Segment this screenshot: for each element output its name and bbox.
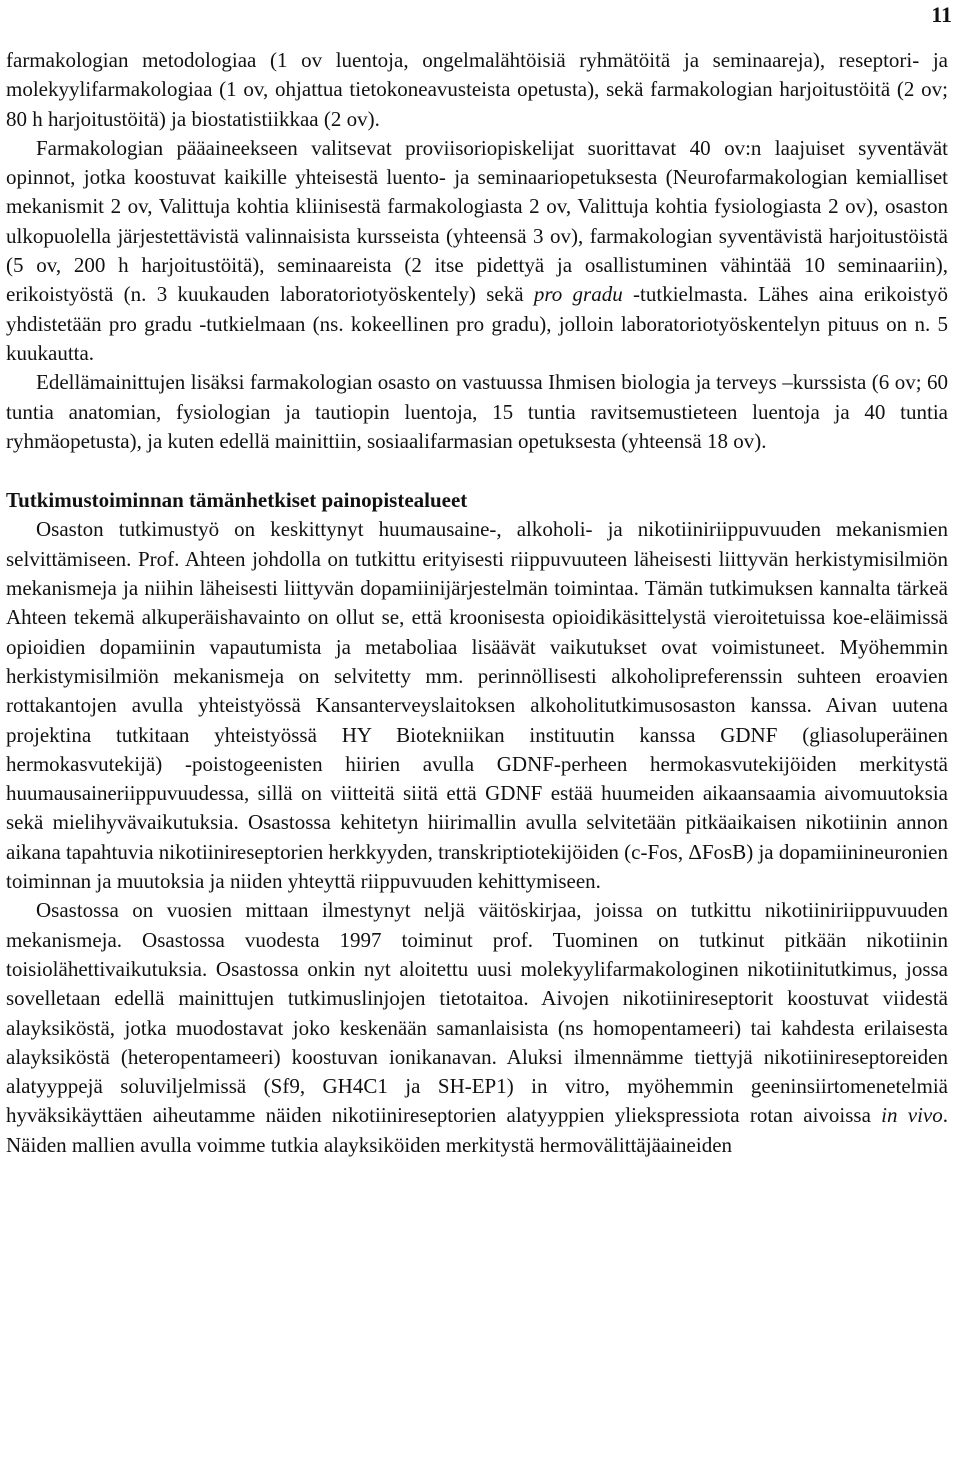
paragraph-course-list: farmakologian metodologiaa (1 ov luentoja, ongelmalähtöisiä ryhmätöitä ja seminaareja), reseptori- ja molekyylifarmakologiaa (1 ov, ohjattua tietokoneavusteista opetusta), sekä farmakologian harjoitustöitä (2 ov; 80 h harjoitustöitä) ja biostatistiikkaa (2 ov).	[6, 48, 948, 131]
paragraph-nicotine-research	[6, 896, 948, 1160]
section-heading: Tutkimustoiminnan tämänhetkiset painopistealueet	[6, 488, 468, 513]
document-body	[6, 46, 948, 1160]
paragraph-other-courses: Edellämainittujen lisäksi farmakologian osasto on vastuussa Ihmisen biologia ja terveys –kurssista (6 ov; 60 tuntia anatomian, fysiologian ja tautiopin luentoja, 15 tuntia ravitsemustieteen luentoja ja 40 tuntia ryhmäopetusta), ja kuten edellä mainittiin, sosiaalifarmasian opetuksesta (yhteensä 18 ov).	[6, 370, 948, 453]
paragraph-nicotine-research-text-a: Osastossa on vuosien mittaan ilmestynyt neljä väitöskirjaa, joissa on tutkittu nikotiiniriippuvuuden mekanismeja. Osastossa vuodesta 1997 toiminut prof. Tuominen on tutkinut pitkään nikotiinin toisiolähettivaikutuksia. Osastossa onkin nyt aloitettu uusi molekyylifarmakologinen nikotiinitutkimus, jossa sovelletaan edellä mainittujen tutkimuslinjojen tietotaitoa. Aivojen nikotiinireseptorit koostuvat viidestä alayksiköstä, jotka muodostavat joko keskenään samanlaisista (ns homopentameeri) tai kahdesta erilaisesta alayksiköstä (heteropentameeri) koostuvan ionikanavan. Aluksi ilmennämme tiettyjä nikotiinireseptoreiden alatyyppejä soluviljelmissä (Sf9, GH4C1 ja SH-EP1) in vitro, myöhemmin geeninsiirtomenetelmiä hyväksikäyttäen aiheutamme näiden nikotiinireseptorien alatyyppien yliekspressiota rotan aivoissa	[6, 898, 948, 1128]
paragraph-major-studies	[6, 134, 948, 368]
paragraph-major-studies-text-b: -tutkielmasta. Lähes aina erikoistyö yhdistetään pro gradu -tutkielmaan (ns. kokeellinen pro gradu), jolloin laboratoriotyöskentelyn pituus on n. 5 kuukautta.	[6, 282, 948, 365]
paragraph-major-studies-emphasis: pro gradu	[533, 282, 623, 307]
paragraph-nicotine-research-text-b: . Näiden mallien avulla voimme tutkia alayksiköiden merkitystä hermovälittäjäaineiden	[6, 1103, 948, 1157]
paragraph-nicotine-research-emphasis: in vivo	[881, 1103, 943, 1128]
page-number: 11	[931, 2, 952, 27]
paragraph-research-focus: Osaston tutkimustyö on keskittynyt huumausaine-, alkoholi- ja nikotiiniriippuvuuden mekanismien selvittämiseen. Prof. Ahteen johdolla on tutkittu erityisesti riippuvuuteen läheisesti liittyvän herkistymisilmiön mekanismeja ja niihin läheisesti liittyvän dopamiinijärjestelmän toimintaa. Tämän tutkimuksen kannalta tärkeä Ahteen tekemä alkuperäishavainto on ollut se, että kroonisesta opioidikäsittelystä vieroitetuissa koe-eläimissä opioidien dopamiinin vapautumista ja metaboliaa lisäävät vaikutukset ovat voimistuneet. Myöhemmin herkistymisilmiön mekanismeja on selvitetty mm. perinnöllisesti alkoholipreferenssin suhteen eroavien rottakantojen avulla yhteistyössä Kansanterveyslaitoksen alkoholitutkimusosaston kanssa. Aivan uutena projektina tutkitaan yhteistyössä HY Biotekniikan instituutin kanssa GDNF (gliasoluperäinen hermokasvutekijä) -poistogeenisten hiirien avulla GDNF-perheen hermokasvutekijöiden merkitystä huumausaineriippuvuudessa, sillä on viitteitä siitä että GDNF estää huumeiden aikaansaamia aivomuutoksia sekä mielihyvävaikutuksia. Osastossa kehitetyn hiirimallin avulla selvitetään pitkäaikaisen nikotiinin annon aikana tapahtuvia nikotiinireseptorien herkkyyden, transkriptiotekijöiden (c-Fos, ΔFosB) ja dopamiinineuronien toiminnan ja muutoksia ja niiden yhteyttä riippuvuuden kehittymiseen.	[6, 517, 948, 894]
paragraph-major-studies-text-a: Farmakologian pääaineekseen valitsevat proviisoriopiskelijat suorittavat 40 ov:n laajuiset syventävät opinnot, jotka koostuvat kaikille yhteisestä luento- ja seminaariopetuksesta (Neurofarmakologian kemialliset mekanismit 2 ov, Valittuja kohtia kliinisestä farmakologiasta 2 ov, Valittuja kohtia fysiologiasta 2 ov), osaston ulkopuolella järjestettävistä valinnaisista kursseista (yhteensä 3 ov), farmakologian syventävistä harjoitustöistä (5 ov, 200 h harjoitustöitä), seminaareista (2 itse pidettyä ja osallistuminen vähintää 10 seminaariin), erikoistyöstä (n. 3 kuukauden laboratoriotyöskentely) sekä	[6, 135, 948, 307]
